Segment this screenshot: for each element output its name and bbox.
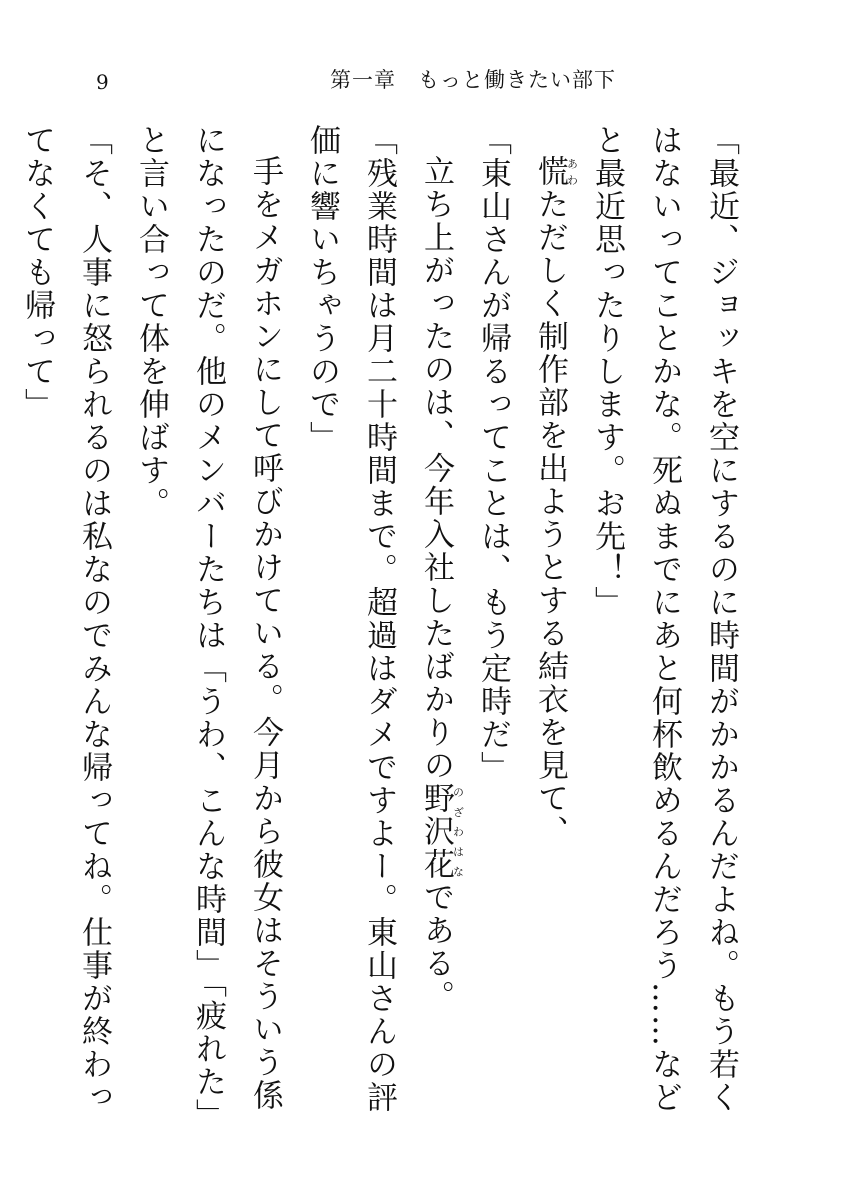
paragraph: 立ち上がったのは、今年入社したばかりの野沢花のざわはなである。 [418,155,465,1013]
paragraph: 手をメガホンにして呼びかけている。今月から彼女はそういう係になったのだ。他のメンバーたちは「うわ、こんな時間」「疲れた」と言い合って体を伸ばす。 [133,124,283,1116]
paragraph: 「そ、人事に怒られるのは私なのでみんな帰ってね。仕事が終わってなくても帰って」 [19,124,112,1114]
ruby-word: 野沢花のざわはな [418,782,465,881]
body-text [0,124,749,1124]
running-header: 第一章 もっと働きたい部下 [330,68,616,92]
paragraph: 「最近、ジョッキを空にするのに時間がかかるんだよね。もう若くはないってことかな。死ぬまでにあと何杯飲めるんだろう……などと最近思ったりします。お先！」 [589,124,739,1114]
paragraph: 慌あわただしく制作部を出ようとする結衣を見て、 [532,155,579,848]
ruby-word: 慌あわ [532,155,579,188]
page-number: 9 [96,70,109,94]
paragraph: 「残業時間は月二十時間まで。超過はダメですよー。東山さんの評価に響いちゃうので」 [304,124,397,1114]
paragraph [0,124,8,1124]
paragraph: 「東山さんが帰るってことは、もう定時だ」 [475,124,511,784]
